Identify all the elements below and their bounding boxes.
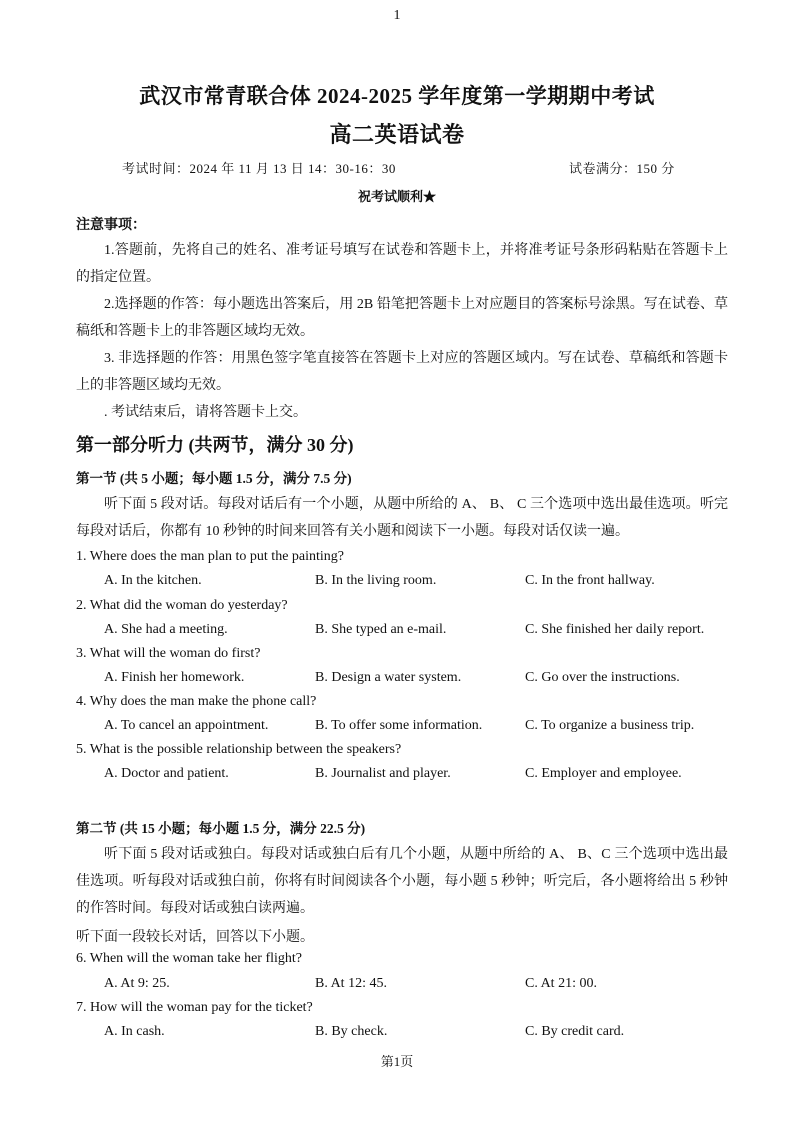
q7-option-a: A. In cash. (104, 1024, 165, 1039)
q6-option-b: B. At 12: 45. (315, 976, 387, 991)
part1-heading: 第一部分听力 (共两节，满分 30 分) (76, 435, 354, 455)
section2-instruction: 听下面一段较长对话，回答以下小题。 (76, 930, 314, 945)
q6-option-a: A. At 9: 25. (104, 976, 170, 991)
q2-option-a: A. She had a meeting. (104, 622, 228, 637)
q2-option-c: C. She finished her daily report. (525, 622, 705, 637)
question-6: 6. When will the woman take her flight? (76, 951, 303, 966)
notice-heading: 注意事项： (76, 218, 146, 233)
q5-option-b: B. Journalist and player. (315, 766, 451, 781)
section2-directions: 听下面 5 段对话或独白。每段对话或独白后有几个小题，从题中所给的 A、 B、C 三个选项中选出最佳选项。听每段对话或独白前，你将有时间阅读各个小题，每小题 5 秒钟；听完后，各小题将给出 5 秒钟的作答时间。每段对话或独白读两遍。 (76, 847, 728, 916)
exam-subtitle: 高二英语试卷 (329, 122, 465, 147)
q3-option-a: A. Finish her homework. (104, 670, 245, 685)
q1-option-c: C. In the front hallway. (525, 573, 655, 588)
q7-option-b: B. By check. (315, 1024, 388, 1039)
section2-heading: 第二节 (共 15 小题；每小题 1.5 分，满分 22.5 分) (76, 821, 366, 836)
question-1: 1. Where does the man plan to put the painting? (76, 549, 345, 564)
question-7: 7. How will the woman pay for the ticket? (76, 1000, 313, 1015)
q2-option-b: B. She typed an e-mail. (315, 622, 447, 637)
notice-item-4: . 考试结束后，请将答题卡上交。 (104, 405, 307, 420)
question-3: 3. What will the woman do first? (76, 646, 261, 661)
q4-option-b: B. To offer some information. (315, 718, 483, 733)
good-luck-wish: 祝考试顺利★ (357, 189, 436, 204)
q3-option-b: B. Design a water system. (315, 670, 462, 685)
exam-time: 考试时间：2024 年 11 月 13 日 14：30-16：30 (122, 161, 396, 176)
q1-option-a: A. In the kitchen. (104, 573, 202, 588)
page-number-top: 1 (393, 8, 401, 23)
notice-item-3: 3. 非选择题的作答：用黑色签字笔直接答在答题卡上对应的答题区域内。写在试卷、草稿纸和答题卡上的非答题区域均无效。 (76, 351, 728, 393)
full-score: 试卷满分：150 分 (569, 161, 675, 176)
q5-option-c: C. Employer and employee. (525, 766, 682, 781)
q7-option-c: C. By credit card. (525, 1024, 625, 1039)
q3-option-c: C. Go over the instructions. (525, 670, 680, 685)
exam-title: 武汉市常青联合体 2024-2025 学年度第一学期期中考试 (139, 84, 655, 108)
q6-option-c: C. At 21: 00. (525, 976, 597, 991)
page-footer: 第1页 (380, 1054, 414, 1069)
notice-item-2: 2.选择题的作答：每小题选出答案后，用 2B 铅笔把答题卡上对应题目的答案标号涂黑。写在试卷、草稿纸和答题卡上的非答题区域均无效。 (76, 297, 728, 339)
section1-heading: 第一节 (共 5 小题；每小题 1.5 分，满分 7.5 分) (76, 471, 352, 486)
question-2: 2. What did the woman do yesterday? (76, 598, 288, 613)
q5-option-a: A. Doctor and patient. (104, 766, 229, 781)
question-4: 4. Why does the man make the phone call? (76, 694, 317, 709)
q1-option-b: B. In the living room. (315, 573, 437, 588)
q4-option-a: A. To cancel an appointment. (104, 718, 269, 733)
q4-option-c: C. To organize a business trip. (525, 718, 695, 733)
notice-item-1: 1.答题前，先将自己的姓名、准考证号填写在试卷和答题卡上，并将准考证号条形码粘贴在答题卡上的指定位置。 (76, 243, 728, 285)
question-5: 5. What is the possible relationship between the speakers? (76, 742, 402, 757)
section1-directions: 听下面 5 段对话。每段对话后有一个小题，从题中所给的 A、 B、 C 三个选项中选出最佳选项。听完每段对话后，你都有 10 秒钟的时间来回答有关小题和阅读下一小题。每段对话仅读一遍。 (76, 497, 728, 539)
